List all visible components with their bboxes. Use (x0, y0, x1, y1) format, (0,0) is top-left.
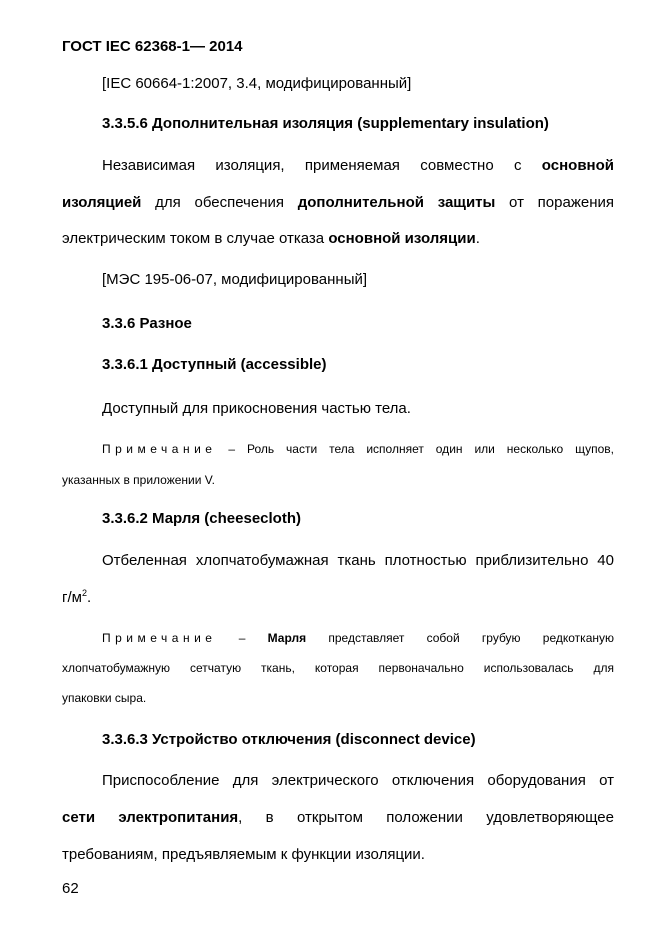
paragraph-line (62, 230, 480, 247)
term-bold: изоляцией (62, 194, 142, 211)
paragraph-line: Отбеленная хлопчатобумажная ткань плотностью приблизительно 40 (102, 552, 614, 569)
definition-accessible: Доступный для прикосновения частью тела. (102, 400, 411, 417)
term-bold: основной (541, 157, 614, 174)
paragraph-line: требованиям, предъявляемым к функции изоляции. (62, 846, 425, 863)
note-line: упаковки сыра. (62, 691, 147, 705)
reference-iec-60664: [IEC 60664-1:2007, 3.4, модифицированный] (102, 75, 412, 92)
text-span: – Роль части тела исполняет один или несколько щупов, (216, 442, 614, 456)
paragraph-line (102, 157, 614, 174)
paragraph-line (62, 194, 614, 211)
section-heading-3-3-6: 3.3.6 Разное (102, 315, 192, 332)
document-header: ГОСТ IEC 62368-1— 2014 (62, 38, 243, 55)
term-bold: основной изоляции (328, 230, 476, 247)
term-bold: дополнительной защиты (297, 194, 496, 211)
section-heading-3-3-6-1: 3.3.6.1 Доступный (accessible) (102, 356, 327, 373)
text-span: Независимая изоляция, применяемая совместно с (102, 157, 542, 174)
text-span: – (216, 631, 268, 645)
text-span: . (475, 230, 480, 247)
term-bold: сети электропитания (62, 809, 239, 826)
note-line (102, 442, 614, 456)
note-label: Примечание (102, 631, 217, 645)
text-span: для обеспечения (141, 194, 298, 211)
paragraph-line (62, 809, 614, 826)
paragraph-line (62, 589, 91, 606)
note-line: хлопчатобумажную сетчатую ткань, которая первоначально использовалась для (62, 661, 614, 675)
text-span: , в открытом положении удовлетворяющее (238, 809, 614, 826)
text-span: г/м (62, 589, 82, 606)
section-heading-3-3-6-3: 3.3.6.3 Устройство отключения (disconnect device) (102, 731, 476, 748)
reference-mes-195: [МЭС 195-06-07, модифицированный] (102, 271, 368, 288)
text-span: электрическим током в случае отказа (62, 230, 329, 247)
note-line (102, 631, 614, 645)
text-span: . (86, 589, 92, 606)
section-heading-3-3-5-6: 3.3.5.6 Дополнительная изоляция (supplementary insulation) (102, 115, 549, 132)
text-span: представляет собой грубую редкотканую (306, 631, 614, 645)
superscript: 2 (81, 588, 87, 598)
text-span: от поражения (495, 194, 614, 211)
note-line: указанных в приложении V. (62, 473, 216, 487)
paragraph-line: Приспособление для электрического отключения оборудования от (102, 772, 614, 789)
section-heading-3-3-6-2: 3.3.6.2 Марля (cheesecloth) (102, 510, 301, 527)
page-number: 62 (62, 880, 79, 897)
note-label: Примечание (102, 442, 217, 456)
term-bold: Марля (267, 631, 307, 645)
